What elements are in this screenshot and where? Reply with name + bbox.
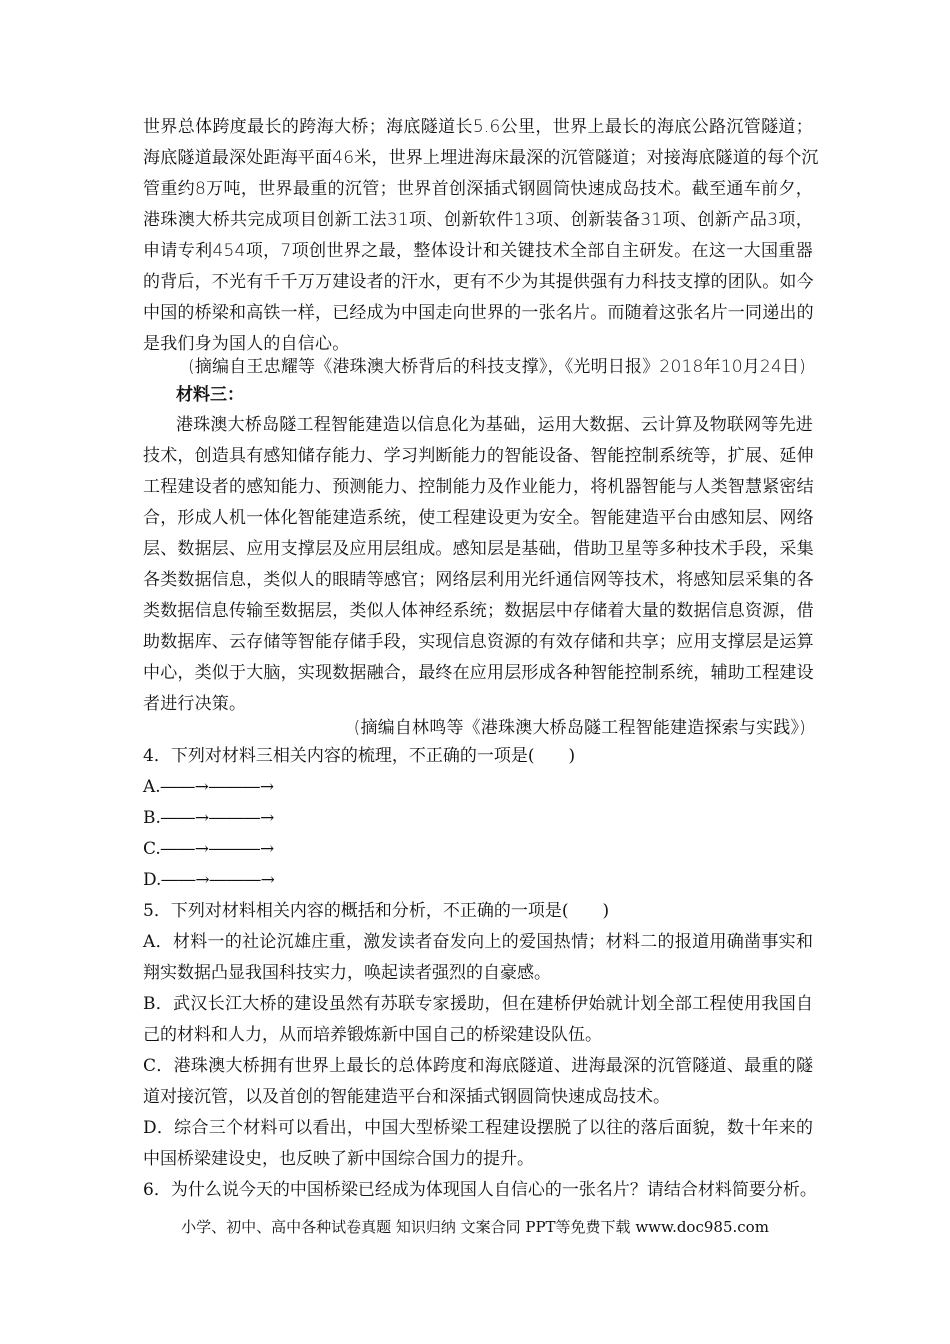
question-5-stem: 5．下列对材料相关内容的概括和分析，不正确的一项是( ) (143, 901, 610, 921)
question-5-option-d[interactable]: D．综合三个材料可以看出，中国大型桥梁工程建设摆脱了以往的落后面貌，数十年来的 (143, 1118, 813, 1138)
material2-line: 海底隧道最深处距海平面46米，世界上埋进海床最深的沉管隧道；对接海底隧道的每个沉 (143, 148, 819, 168)
material3-line: 者进行决策。 (143, 694, 247, 714)
material3-line: 工程建设者的感知能力、预测能力、控制能力及作业能力，将机器智能与人类智慧紧密结 (143, 477, 814, 497)
question-4-option-c[interactable]: C.――→―――→ (143, 839, 275, 859)
material3-line: 助数据库、云存储等智能存储手段，实现信息资源的有效存储和共享；应用支撑层是运算 (143, 632, 814, 652)
material3-line: 合，形成人机一体化智能建造系统，使工程建设更为安全。智能建造平台由感知层、网络 (143, 508, 814, 528)
material2-line: 中国的桥梁和高铁一样，已经成为中国走向世界的一张名片。而随着这张名片一同递出的 (143, 303, 814, 323)
material2-line: 的背后，不光有千千万万建设者的汗水，更有不少为其提供强有力科技支撑的团队。如今 (143, 272, 814, 292)
material3-label: 材料三： (176, 385, 244, 405)
material2-line: 申请专利454项，7项创世界之最，整体设计和关键技术全部自主研发。在这一大国重器 (143, 241, 813, 261)
material3-line: 中心，类似于大脑，实现数据融合，最终在应用层形成各种智能控制系统，辅助工程建设 (143, 663, 814, 683)
material3-line: 各类数据信息，类似人的眼睛等感官；网络层利用光纤通信网等技术，将感知层采集的各 (143, 570, 814, 590)
material3-line: 技术，创造具有感知储存能力、学习判断能力的智能设备、智能控制系统等，扩展、延伸 (143, 446, 814, 466)
material2-line: 管重约8万吨，世界最重的沉管；世界首创深插式钢圆筒快速成岛技术。截至通车前夕， (143, 179, 813, 199)
question-5-option-b[interactable]: B．武汉长江大桥的建设虽然有苏联专家援助，但在建桥伊始就计划全部工程使用我国自 (143, 994, 813, 1014)
material3-line: 港珠澳大桥岛隧工程智能建造以信息化为基础，运用大数据、云计算及物联网等先进 (176, 415, 813, 435)
question-5-option-c[interactable]: C．港珠澳大桥拥有世界上最长的总体跨度和海底隧道、进海最深的沉管隧道、最重的隧 (143, 1056, 813, 1076)
material3-line: 层、数据层、应用支撑层及应用层组成。感知层是基础，借助卫星等多种技术手段，采集 (143, 539, 814, 559)
question-5-option-d-cont[interactable]: 中国桥梁建设史，也反映了新中国综合国力的提升。 (143, 1149, 534, 1169)
material2-line: 是我们身为国人的自信心。 (143, 334, 350, 354)
material2-source: (摘编自王忠耀等《港珠澳大桥背后的科技支撑》，《光明日报》2018年10月24日) (188, 357, 806, 377)
material2-line: 世界总体跨度最长的跨海大桥；海底隧道长5.6公里，世界上最长的海底公路沉管隧道； (143, 117, 813, 137)
page-footer: 小学、初中、高中各种试卷真题 知识归纳 文案合同 PPT等免费下载 www.doc985.com (181, 1218, 769, 1236)
material3-line: 类数据信息传输至数据层，类似人体神经系统；数据层中存储着大量的数据信息资源，借 (143, 601, 814, 621)
question-5-option-a[interactable]: A．材料一的社论沉雄庄重，激发读者奋发向上的爱国热情；材料二的报道用确凿事实和 (143, 932, 813, 952)
question-5-option-c-cont[interactable]: 道对接沉管，以及首创的智能建造平台和深插式钢圆筒快速成岛技术。 (143, 1087, 670, 1107)
material2-line: 港珠澳大桥共完成项目创新工法31项、创新软件13项、创新装备31项、创新产品3项， (143, 210, 813, 230)
question-6-stem: 6．为什么说今天的中国桥梁已经成为体现国人自信心的一张名片？请结合材料简要分析。 (143, 1180, 817, 1200)
question-5-option-b-cont[interactable]: 己的材料和人力，从而培养锻炼新中国自己的桥梁建设队伍。 (143, 1025, 602, 1045)
question-4-option-a[interactable]: A.――→―――→ (143, 777, 275, 797)
material3-source: (摘编自林鸣等《港珠澳大桥岛隧工程智能建造探索与实践》) (353, 718, 806, 738)
question-4-option-b[interactable]: B.――→―――→ (143, 808, 275, 828)
question-4-option-d[interactable]: D.――→―――→ (143, 870, 275, 890)
question-4-stem: 4．下列对材料三相关内容的梳理，不正确的一项是( ) (143, 746, 576, 766)
question-5-option-a-cont[interactable]: 翔实数据凸显我国科技实力，唤起读者强烈的自豪感。 (143, 963, 551, 983)
